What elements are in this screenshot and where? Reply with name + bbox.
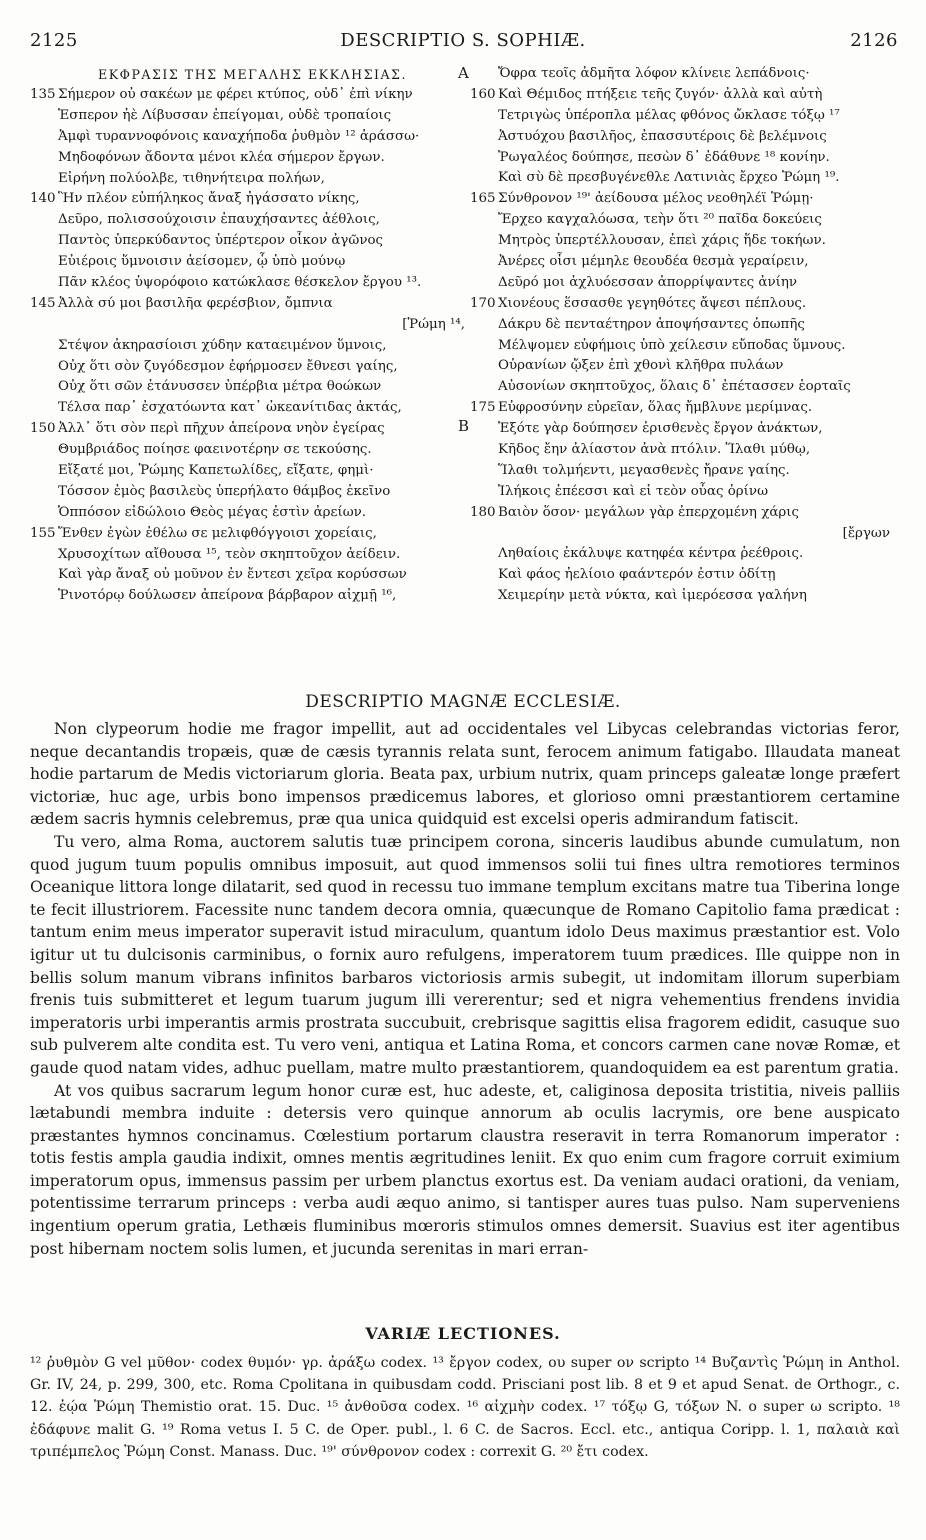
verse-line: [470, 252, 900, 273]
verse-line-text: Δάκρυ δὲ πενταέτηρον ἀποψήσαντες ὀπωπῆς: [498, 316, 805, 332]
verse-line-text: Παντὸς ὑπερκύδαντος ὑπέρτερον οἶκον ἀγῶνος: [58, 233, 384, 249]
verse-line: [470, 356, 900, 377]
verse-line-text: Καὶ γὰρ ἄναξ οὐ μοῦνον ἐν ἔντεσι χεῖρα κορύσσων: [58, 567, 407, 583]
verse-line: [470, 377, 900, 398]
running-title: DESCRIPTIO S. SOPHIÆ.: [340, 30, 586, 51]
latin-translation: [30, 718, 900, 1260]
verse-line-text: Καὶ σὺ δὲ πρεσβυγένεθλε Λατινιὰς ἔρχεο Ῥώμη ¹⁹.: [498, 170, 840, 186]
verse-line: [470, 106, 900, 127]
verse-line: [470, 127, 900, 148]
verse-line-text: Τέλσα παρ᾽ ἐσχατόωντα κατ᾽ ὠκεανίτιδας ἀκτάς,: [58, 400, 402, 416]
verse-line-text: [ἔργων: [842, 525, 890, 541]
verse-line-text: Χειμερίην μετὰ νύκτα, καὶ ἱμερόεσσα γαλήνη: [498, 588, 807, 604]
verse-line: [30, 169, 475, 190]
verse-line: [30, 106, 475, 127]
verse-line-text: Ἀμφὶ τυραννοφόνοις καναχήποδα ῥυθμὸν ¹² ἀράσσω·: [58, 128, 420, 144]
verse-line: [30, 189, 475, 210]
verse-line-text: Τετριγὼς ὑπέροπλα μέλας φθόνος ὤκλασε τόξῳ ¹⁷: [498, 107, 840, 123]
verse-line-text: Πᾶν κλέος ὑψορόφοιο κατώκλασε θέσκελον ἔργου ¹³.: [58, 275, 422, 291]
verse-line-number: 160: [470, 86, 496, 102]
greek-heading: ΕΚΦΡΑΣΙΣ ΤΗΣ ΜΕΓΑΛΗΣ ΕΚΚΛΗΣΙΑΣ.: [98, 67, 407, 82]
verse-line: [30, 524, 475, 545]
verse-line-text: Μηδοφόνων ἄδοντα μένοι κλέα σήμερον ἔργων.: [58, 149, 385, 165]
verse-line-number: 135: [30, 87, 56, 102]
verse-line-text: Οὐχ ὅτι σῶν ἐτάνυσσεν ὑπέρβια μέτρα θοώκων: [58, 379, 382, 395]
latin-paragraph: At vos quibus sacrarum legum honor curæ est, huc adeste, et, caliginosa deposita tristitia, niveis palliis lætabundi membra induite : detersis vero quinque annorum ab oculis lacrymis, ore bene auspicato præstantes hymnos concinamus. Cœlestium portarum claustra reseravit in terra Romanorum imperator : totis festis ampla gaudia indixit, omnes mentis ægritudines leniit. Ex quo enim cum fragore corruit eximium imperatorum opus, immensus passim per urbem planctus exortus est. Da veniam audaci orationi, da veniam, potentissime terrarum princeps : verba audi æquo animo, si tantisper aures tuas pulso. Nam superveniens ingentium operum gratia, Lethæis fluminibus mœroris stimulos omnes demersit. Suavius est iter agentibus post hibernam noctem solis lumen, et jucunda serenitas in mari erran-: [30, 1081, 900, 1258]
variae-lectiones-title: VARIÆ LECTIONES.: [365, 1324, 561, 1343]
latin-paragraph: Non clypeorum hodie me fragor impellit, aut ad occidentales vel Libycas celebrandas victorias feror, neque decantandis tropæis, quæ de cæsis tyrannis relata sunt, ferocem animum fatigabo. Illaudata maneat hodie partarum de Medis victoriarum gloria. Beata pax, urbium nutrix, quam princeps galeatæ longe præfert victoriæ, huc age, urbis bono impensos prædicemus labores, et glorioso omni præstantiorem certamine ædem sacris hymnis celebremus, præ qua unica quidquid est excelsi operis admirandum fatiscit.: [30, 720, 900, 829]
verse-line-number: 155: [30, 525, 56, 541]
verse-line-number: 145: [30, 295, 56, 311]
verse-line: [470, 440, 900, 461]
margin-letter-b: B: [458, 417, 470, 435]
verse-line-text: Βαιὸν ὅσον· μεγάλων γὰρ ἐπερχομένη χάρις: [498, 504, 799, 520]
verse-line-text: Εἴξατέ μοι, Ῥώμης Καπετωλίδες, εἴξατε, φημὶ·: [58, 463, 374, 479]
verse-line-text: Θυμβριάδος ποίησε φαεινοτέρην σε τεκούσης.: [58, 442, 372, 458]
verse-line-text: Ἀστυόχου βασιλῆος, ἐπασσυτέροις δὲ βελέμνοις: [498, 128, 827, 144]
verse-line-text: Αὐσονίων σκηπτοῦχος, ὅλαις δ᾽ ἐπέτασσεν ἑορταῖς: [498, 379, 851, 395]
verse-line-number: 140: [30, 191, 56, 207]
verse-line-number: 170: [470, 295, 496, 311]
verse-line: [470, 315, 900, 336]
verse-line: [30, 85, 475, 106]
verse-line: [470, 503, 900, 524]
verse-line: [30, 252, 475, 273]
page-number-left: 2125: [30, 30, 78, 51]
verse-line-text: Τόσσον ἐμὸς βασιλεὺς ὑπερήλατο θάμβος ἐκεῖνο: [58, 483, 391, 499]
verse-line: [30, 273, 475, 294]
verse-line-text: Χιονέους ἕσσασθε γεγηθότες ἄψεσι πέπλους.: [498, 295, 807, 311]
verse-line-text: Ἐξότε γὰρ δούπησεν ἐρισθενὲς ἔργον ἀνάκτων,: [498, 421, 823, 437]
verse-line-text: Μητρὸς ὑπερτέλλουσαν, ἐπεὶ χάρις ἥδε τοκήων.: [498, 233, 826, 249]
verse-line-text: Ἔρχεο καγχαλόωσα, τεὴν ὅτι ²⁰ παῖδα δοκεύεις: [498, 212, 822, 228]
verse-line-text: Κῆδος ἔην ἀλίαστον ἀνὰ πτόλιν. Ἵλαθι μύθῳ,: [498, 442, 811, 458]
verse-line-text: Ἀνέρες οἷσι μέμηλε θεουδέα θεσμὰ γεραίρειν,: [498, 254, 809, 270]
verse-line-text: Μέλψομεν εὐφήμοις ὑπὸ χείλεσιν εὔποδας ὕμνους.: [498, 337, 846, 353]
verse-line: [470, 168, 900, 189]
margin-letter-a: A: [458, 64, 469, 82]
verse-line: [470, 189, 900, 210]
verse-line: [470, 231, 900, 252]
verse-line-text: Χρυσοχίτων αἴθουσα ¹⁵, τεὸν σκηπτοῦχον ἀείδειν.: [58, 546, 401, 562]
verse-line: [470, 210, 900, 231]
greek-right-column: [470, 64, 900, 607]
verse-line-text: Ἑσπερον ἠὲ Λίβυσσαν ἐπείγομαι, οὐδὲ τροπαίοις: [58, 107, 392, 123]
verse-line-text: Δεῦρό μοι ἀχλυόεσσαν ἀπορρίψαντες ἀνίην: [498, 274, 797, 290]
verse-line: [470, 419, 900, 440]
verse-line-text: Ἀλλ᾽ ὅτι σὸν περὶ πῆχυν ἀπείρονα νηὸν ἐγείρας: [58, 421, 385, 437]
verse-line: [30, 127, 475, 148]
verse-line: [30, 148, 475, 169]
verse-line: [470, 85, 900, 106]
verse-line: [30, 503, 475, 524]
verse-line: [470, 294, 900, 315]
latin-section-title: DESCRIPTIO MAGNÆ ECCLESIÆ.: [305, 692, 621, 712]
verse-line: [30, 419, 475, 440]
verse-line: [30, 461, 475, 482]
verse-line-text: Σύνθρονον ¹⁹' ἀείδουσα μέλος νεοθηλέϊ Ῥώμῃ·: [498, 191, 814, 207]
verse-line: [470, 586, 900, 607]
verse-line: [470, 524, 900, 545]
verse-line: [30, 377, 475, 398]
verse-line-text: Ληθαίοις ἐκάλυψε κατηφέα κέντρα ῥεέθροις.: [498, 546, 804, 562]
verse-line-text: Στέψον ἀκηρασίοισι χύδην καταειμένον ὕμνοις,: [58, 337, 387, 353]
verse-line: [30, 482, 475, 503]
verse-line: [30, 294, 475, 315]
verse-line-text: Οὐχ ὅτι σὸν ζυγόδεσμον ἐφήρμοσεν ἔθνεσι γαίης,: [58, 358, 398, 374]
verse-line-number: 180: [470, 504, 496, 520]
verse-line-text: Δεῦρο, πολισσούχοισιν ἐπαυχήσαντες ἀέθλοις,: [58, 212, 380, 228]
verse-line-number: 175: [470, 400, 496, 416]
verse-line-number: 150: [30, 421, 56, 437]
verse-line: [30, 210, 475, 231]
verse-line: [30, 586, 475, 607]
verse-line: [30, 565, 475, 586]
verse-line-text: Ἰλήκοις ἐπέεσσι καὶ εἰ τεὸν οὖας ὀρίνω: [498, 483, 768, 499]
verse-line: [470, 336, 900, 357]
verse-line: [470, 544, 900, 565]
verse-line-text: Οὐρανίων ᾤξεν ἐπὶ χθονὶ κλῆθρα πυλάων: [498, 358, 784, 374]
verse-line: [30, 398, 475, 419]
verse-line-text: Καὶ φάος ἠελίοιο φαάντερόν ἐστιν ὁδίτῃ: [498, 567, 776, 583]
verse-line: [30, 357, 475, 378]
verse-line-text: Ῥωγαλέος δούπησε, πεσὼν δ᾽ ἐδάθυνε ¹⁸ κονίην.: [498, 149, 830, 165]
verse-line-text: Εὐιέροις ὕμνοισιν ἀείσομεν, ᾧ ὑπὸ μούνῳ: [58, 254, 346, 270]
verse-line: [470, 482, 900, 503]
verse-line-text: Εὐφροσύνην εὐρεῖαν, ὅλας ἤμβλυνε μερίμνας.: [498, 400, 813, 416]
verse-line-text: Ἀλλὰ σύ μοι βασιλῆα φερέσβιον, ὄμπνια: [58, 295, 333, 311]
verse-line: [30, 315, 475, 336]
verse-line: [30, 231, 475, 252]
latin-paragraph: Tu vero, alma Roma, auctorem salutis tuæ principem corona, sinceris laudibus abunde cumulatum, non quod jugum tuum populis omnibus imposuit, aut quod immensos solii tui fines ultra remotiores terminos Oceanique littora longe dilatarit, sed quod in recessu tuo immane templum excitans matre tua Tiberina longe te fecit illustriorem. Facessite nunc tandem decora omnia, quæcunque de Romano Capitolio fama prædicat : tantum enim meus imperator superavit istud miraculum, quantum idolo Deus maximus præstantior est. Volo igitur ut tu dulcisonis carminibus, o fornix auro refulgens, imperatorem tuum prædices. Ille quippe non in bellis solum manum vibrans infinitos barbaros victoriosis armis subegit, ut indomitam illorum superbiam frenis tuis submitteret et legum tuarum jugum illi vererentur; sed et nigra vehementius frendens invidia imperatoris urbi imperantis armis prostrata succubuit, crebrisque sagittis elisa fragorem edidit, casuque suo sub pulverem alte condita est. Tu vero veni, antiqua et Latina Roma, et concors carmen cane novæ Romæ, et gaude quod natam vides, adhuc puellam, matre multo præstantiorem, quandoquidem ea est parentum gratia.: [30, 832, 900, 1077]
verse-line: [470, 461, 900, 482]
verse-line: [30, 440, 475, 461]
verse-line-text: Εἰρήνη πολύολβε, τιθηνήτειρα πολήων,: [58, 170, 325, 186]
verse-line: [30, 336, 475, 357]
greek-left-column: [30, 64, 475, 607]
verse-line-number: 165: [470, 191, 496, 207]
verse-line: [470, 64, 900, 85]
verse-line-text: Ῥινοτόρῳ δούλωσεν ἀπείρονα βάρβαρον αἰχμῇ ¹⁶,: [58, 588, 397, 604]
verse-line-text: Καὶ Θέμιδος πτήξειε τεῆς ζυγόν· ἀλλὰ καὶ αὐτὴ: [498, 86, 823, 102]
verse-line-text: Σήμερον οὐ σακέων με φέρει κτύπος, οὐδ᾽ ἐπὶ νίκην: [58, 87, 413, 102]
verse-line-text: [Ῥώμη ¹⁴,: [402, 316, 465, 332]
verse-line: [30, 545, 475, 566]
verse-line: [470, 148, 900, 169]
verse-line-text: Ἵλαθι τολμήεντι, μεγασθενὲς ἤρανε γαίης.: [498, 462, 790, 478]
verse-line: [470, 398, 900, 419]
verse-line-text: Ὄφρα τεοῖς ἀδμῆτα λόφον κλίνειε λεπάδνοις·: [498, 66, 810, 81]
verse-line: [470, 565, 900, 586]
verse-line-text: Ἣν πλέον εὐπήληκος ἄναξ ἠγάσσατο νίκης,: [58, 191, 360, 207]
variae-lectiones-notes: ¹² ῥυθμὸν G vel μῦθον· codex θυμόν· γρ. ἀράξω codex. ¹³ ἔργον codex, ου super ον scripto ¹⁴ Βυζαντὶς Ῥώμη in Anthol. Gr. IV, 24, p. 299, 300, etc. Roma Cpolitana in quibusdam codd. Prisciani post lib. 8 et 9 et apud Senat. de Orthogr., c. 12. ἑῴα Ῥώμη Themistio orat. 15. Duc. ¹⁵ ἀνθοῦσα codex. ¹⁶ αἰχμὴν codex. ¹⁷ τόξῳ G, τόξων N. o super ω scripto. ¹⁸ ἐδάφυνε malit G. ¹⁹ Roma vetus I. 5 C. de Oper. publ., l. 6 C. de Sacros. Eccl. etc., antiqua Coripp. l. 1, παλαιὰ καὶ τριπέμπελος Ῥώμη Const. Manass. Duc. ¹⁹' σύνθρονον codex : correxit G. ²⁰ ἔτι codex.: [30, 1355, 900, 1460]
verse-line-text: Ὁππόσον εἰδώλοιο Θεὸς μέγας ἐστὶν ἀρείων.: [58, 504, 367, 520]
verse-line-text: Ἔνθεν ἐγὼν ἐθέλω σε μελιφθόγγοισι χορείαις,: [58, 525, 377, 541]
page-number-right: 2126: [850, 30, 898, 51]
verse-line: [470, 273, 900, 294]
